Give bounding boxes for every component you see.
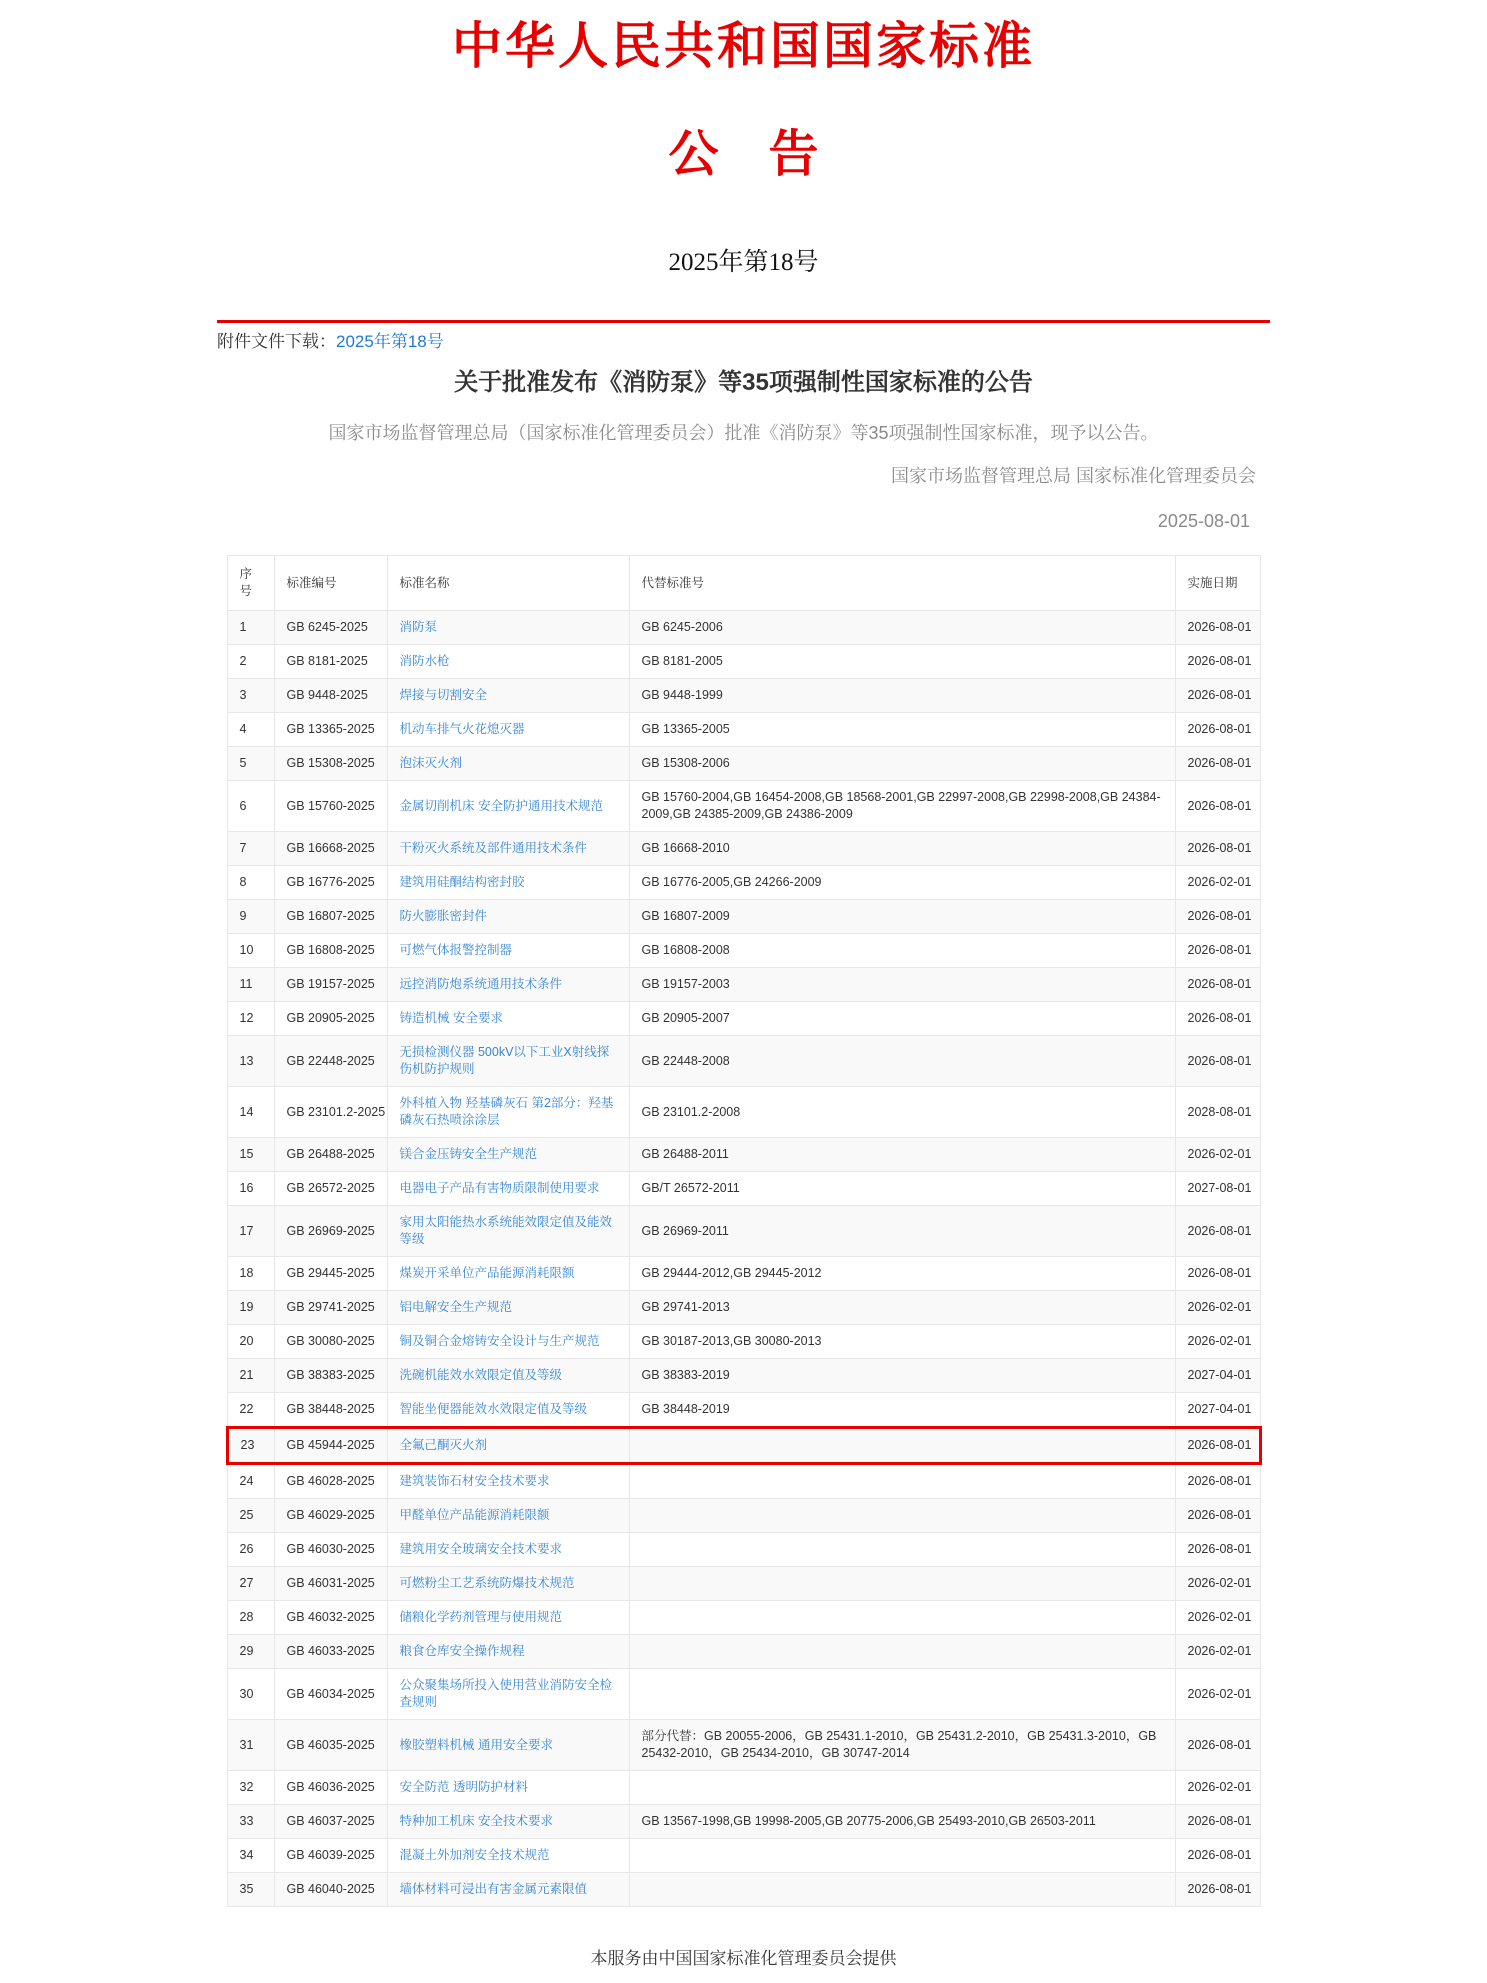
standard-name-link[interactable]: 铜及铜合金熔铸安全设计与生产规范 — [399, 1334, 600, 1348]
issuing-authority: 国家市场监督管理总局 国家标准化管理委员会 — [891, 466, 1256, 486]
service-footer: 本服务由中国国家标准化管理委员会提供 — [590, 1949, 897, 1968]
row-standard-code: GB 16808-2025 — [274, 934, 387, 968]
table-row — [227, 1771, 1260, 1805]
attachment-row — [217, 332, 1270, 352]
row-standard-code: GB 26488-2025 — [274, 1138, 387, 1172]
row-standard-name-cell — [387, 1393, 629, 1428]
row-seq: 34 — [227, 1839, 274, 1873]
row-standard-name-cell — [387, 1325, 629, 1359]
standard-name-link[interactable]: 粮食仓库安全操作规程 — [399, 1644, 525, 1658]
row-implementation-date: 2026-08-01 — [1175, 1036, 1260, 1087]
standard-name-link[interactable]: 橡胶塑料机械 通用安全要求 — [399, 1737, 553, 1752]
table-row — [227, 1325, 1260, 1359]
standard-name-link[interactable]: 家用太阳能热水系统能效限定值及能效等级 — [399, 1215, 613, 1246]
standard-name-link[interactable]: 全氟己酮灭火剂 — [399, 1438, 488, 1452]
table-body — [227, 611, 1260, 1907]
standard-name-link[interactable]: 建筑用安全玻璃安全技术要求 — [399, 1542, 563, 1556]
row-standard-code: GB 20905-2025 — [274, 1002, 387, 1036]
row-standard-code: GB 46040-2025 — [274, 1873, 387, 1907]
standard-name-link[interactable]: 机动车排气火花熄灭器 — [399, 722, 525, 736]
row-standard-name-cell — [387, 1805, 629, 1839]
table-row — [227, 1720, 1260, 1771]
row-standard-code: GB 46030-2025 — [274, 1533, 387, 1567]
standard-name-link[interactable]: 特种加工机床 安全技术要求 — [399, 1814, 553, 1828]
row-implementation-date: 2026-08-01 — [1175, 1533, 1260, 1567]
row-standard-code: GB 30080-2025 — [274, 1325, 387, 1359]
header-replaces: 代替标准号 — [629, 556, 1175, 611]
table-row — [227, 1393, 1260, 1428]
row-standard-name-cell — [387, 679, 629, 713]
row-implementation-date: 2026-08-01 — [1175, 934, 1260, 968]
table-row — [227, 1036, 1260, 1087]
row-replaced-standards: GB 13567-1998,GB 19998-2005,GB 20775-2006,GB 25493-2010,GB 26503-2011 — [629, 1805, 1175, 1839]
row-implementation-date: 2026-08-01 — [1175, 1720, 1260, 1771]
row-implementation-date: 2026-02-01 — [1175, 1567, 1260, 1601]
row-standard-code: GB 23101.2-2025 — [274, 1087, 387, 1138]
standard-name-link[interactable]: 消防泵 — [399, 620, 438, 634]
row-seq: 24 — [227, 1464, 274, 1499]
standard-name-link[interactable]: 远控消防炮系统通用技术条件 — [399, 977, 563, 991]
page-content — [217, 0, 1270, 1969]
standard-name-link[interactable]: 镁合金压铸安全生产规范 — [399, 1147, 538, 1161]
table-row — [227, 1428, 1260, 1464]
row-standard-name-cell — [387, 1669, 629, 1720]
row-seq: 5 — [227, 747, 274, 781]
row-replaced-standards — [629, 1669, 1175, 1720]
row-seq: 26 — [227, 1533, 274, 1567]
table-row — [227, 1291, 1260, 1325]
row-replaced-standards: GB 16668-2010 — [629, 832, 1175, 866]
table-row — [227, 1669, 1260, 1720]
row-standard-name-cell — [387, 1839, 629, 1873]
row-implementation-date: 2026-08-01 — [1175, 900, 1260, 934]
table-row — [227, 832, 1260, 866]
table-row — [227, 900, 1260, 934]
row-replaced-standards — [629, 1839, 1175, 1873]
row-seq: 4 — [227, 713, 274, 747]
row-standard-code: GB 29741-2025 — [274, 1291, 387, 1325]
row-implementation-date: 2026-02-01 — [1175, 1601, 1260, 1635]
row-standard-code: GB 15308-2025 — [274, 747, 387, 781]
row-standard-code: GB 46032-2025 — [274, 1601, 387, 1635]
standard-name-link[interactable]: 安全防范 透明防护材料 — [399, 1780, 528, 1794]
row-implementation-date: 2026-08-01 — [1175, 1805, 1260, 1839]
table-row — [227, 1873, 1260, 1907]
row-seq: 28 — [227, 1601, 274, 1635]
row-seq: 12 — [227, 1002, 274, 1036]
row-replaced-standards: GB 20905-2007 — [629, 1002, 1175, 1036]
row-seq: 20 — [227, 1325, 274, 1359]
standard-name-link[interactable]: 外科植入物 羟基磷灰石 第2部分：羟基磷灰石热喷涂涂层 — [399, 1096, 614, 1127]
row-implementation-date: 2026-02-01 — [1175, 1635, 1260, 1669]
row-standard-name-cell — [387, 968, 629, 1002]
row-standard-name-cell — [387, 1036, 629, 1087]
row-standard-name-cell — [387, 1567, 629, 1601]
row-standard-code: GB 46028-2025 — [274, 1464, 387, 1499]
header-name: 标准名称 — [387, 556, 629, 611]
row-seq: 21 — [227, 1359, 274, 1393]
row-standard-name-cell — [387, 1771, 629, 1805]
row-implementation-date: 2026-08-01 — [1175, 1206, 1260, 1257]
standard-name-link[interactable]: 焊接与切割安全 — [399, 688, 488, 702]
row-implementation-date: 2026-08-01 — [1175, 1257, 1260, 1291]
table-row — [227, 611, 1260, 645]
row-standard-name-cell — [387, 1533, 629, 1567]
row-seq: 9 — [227, 900, 274, 934]
row-replaced-standards: GB 15308-2006 — [629, 747, 1175, 781]
row-implementation-date: 2027-04-01 — [1175, 1393, 1260, 1428]
row-seq: 31 — [227, 1720, 274, 1771]
row-seq: 19 — [227, 1291, 274, 1325]
row-implementation-date: 2026-08-01 — [1175, 713, 1260, 747]
table-row — [227, 1601, 1260, 1635]
row-replaced-standards — [629, 1499, 1175, 1533]
row-seq: 18 — [227, 1257, 274, 1291]
row-replaced-standards — [629, 1873, 1175, 1907]
row-standard-name-cell — [387, 1257, 629, 1291]
row-standard-code: GB 13365-2025 — [274, 713, 387, 747]
red-divider — [217, 320, 1270, 323]
row-standard-code: GB 46037-2025 — [274, 1805, 387, 1839]
standards-table — [226, 555, 1262, 1907]
row-standard-code: GB 46034-2025 — [274, 1669, 387, 1720]
row-implementation-date: 2026-08-01 — [1175, 1428, 1260, 1464]
row-replaced-standards: GB 30187-2013,GB 30080-2013 — [629, 1325, 1175, 1359]
table-row — [227, 1002, 1260, 1036]
row-replaced-standards: GB 22448-2008 — [629, 1036, 1175, 1087]
row-standard-name-cell — [387, 1291, 629, 1325]
table-header-row — [227, 556, 1260, 611]
row-standard-code: GB 46039-2025 — [274, 1839, 387, 1873]
row-seq: 7 — [227, 832, 274, 866]
row-implementation-date: 2026-08-01 — [1175, 968, 1260, 1002]
row-standard-name-cell — [387, 747, 629, 781]
row-replaced-standards: GB 9448-1999 — [629, 679, 1175, 713]
row-seq: 2 — [227, 645, 274, 679]
row-standard-code: GB 9448-2025 — [274, 679, 387, 713]
row-standard-name-cell — [387, 1464, 629, 1499]
row-seq: 14 — [227, 1087, 274, 1138]
table-row — [227, 713, 1260, 747]
standard-name-link[interactable]: 电器电子产品有害物质限制使用要求 — [399, 1181, 600, 1195]
row-replaced-standards — [629, 1601, 1175, 1635]
row-standard-code: GB 38448-2025 — [274, 1393, 387, 1428]
row-standard-name-cell — [387, 1359, 629, 1393]
table-row — [227, 934, 1260, 968]
attachment-label: 附件文件下载： — [217, 332, 336, 351]
row-implementation-date: 2026-02-01 — [1175, 866, 1260, 900]
row-replaced-standards — [629, 1635, 1175, 1669]
row-standard-code: GB 16807-2025 — [274, 900, 387, 934]
row-standard-name-cell — [387, 1873, 629, 1907]
standard-name-link[interactable]: 泡沫灭火剂 — [399, 756, 463, 770]
header-seq: 序号 — [227, 556, 274, 611]
row-standard-name-cell — [387, 1002, 629, 1036]
table-row — [227, 1839, 1260, 1873]
row-seq: 29 — [227, 1635, 274, 1669]
row-standard-code: GB 26969-2025 — [274, 1206, 387, 1257]
row-standard-name-cell — [387, 900, 629, 934]
row-seq: 33 — [227, 1805, 274, 1839]
row-replaced-standards — [629, 1771, 1175, 1805]
row-standard-code: GB 22448-2025 — [274, 1036, 387, 1087]
standard-name-link[interactable]: 混凝土外加剂安全技术规范 — [399, 1848, 550, 1862]
row-standard-code: GB 46031-2025 — [274, 1567, 387, 1601]
row-standard-code: GB 46033-2025 — [274, 1635, 387, 1669]
table-row — [227, 968, 1260, 1002]
row-replaced-standards: GB 26488-2011 — [629, 1138, 1175, 1172]
page-subtitle: 公 告 — [668, 126, 819, 182]
row-replaced-standards: GB 26969-2011 — [629, 1206, 1175, 1257]
row-seq: 16 — [227, 1172, 274, 1206]
standard-name-link[interactable]: 智能坐便器能效水效限定值及等级 — [399, 1402, 588, 1416]
standard-name-link[interactable]: 建筑装饰石材安全技术要求 — [399, 1474, 550, 1488]
row-replaced-standards: 部分代替：GB 20055-2006，GB 25431.1-2010，GB 25431.2-2010，GB 25431.3-2010，GB 25432-2010，GB 25434-2010，GB 30747-2014 — [629, 1720, 1175, 1771]
attachment-download-link[interactable]: 2025年第18号 — [336, 332, 444, 351]
row-seq: 11 — [227, 968, 274, 1002]
standard-name-link[interactable]: 墙体材料可浸出有害金属元素限值 — [399, 1882, 588, 1896]
standard-name-link[interactable]: 防火膨胀密封件 — [399, 909, 488, 923]
row-standard-name-cell — [387, 611, 629, 645]
row-replaced-standards: GB 8181-2005 — [629, 645, 1175, 679]
standard-name-link[interactable]: 无损检测仪器 500kV以下工业X射线探伤机防护规则 — [399, 1045, 610, 1076]
row-standard-code: GB 19157-2025 — [274, 968, 387, 1002]
row-standard-name-cell — [387, 713, 629, 747]
row-replaced-standards: GB/T 26572-2011 — [629, 1172, 1175, 1206]
row-standard-name-cell — [387, 1138, 629, 1172]
row-seq: 8 — [227, 866, 274, 900]
row-implementation-date: 2026-02-01 — [1175, 1669, 1260, 1720]
standard-name-link[interactable]: 可燃气体报警控制器 — [399, 943, 513, 957]
row-replaced-standards — [629, 1567, 1175, 1601]
header-date: 实施日期 — [1175, 556, 1260, 611]
notice-title: 关于批准发布《消防泵》等35项强制性国家标准的公告 — [454, 369, 1033, 396]
table-row — [227, 866, 1260, 900]
table-row — [227, 1257, 1260, 1291]
table-row — [227, 1206, 1260, 1257]
row-standard-code: GB 6245-2025 — [274, 611, 387, 645]
row-implementation-date: 2027-08-01 — [1175, 1172, 1260, 1206]
row-implementation-date: 2026-08-01 — [1175, 645, 1260, 679]
standard-name-link[interactable]: 公众聚集场所投入使用营业消防安全检查规则 — [399, 1678, 613, 1709]
row-seq: 15 — [227, 1138, 274, 1172]
row-seq: 25 — [227, 1499, 274, 1533]
row-standard-name-cell — [387, 832, 629, 866]
table-row — [227, 781, 1260, 832]
row-standard-code: GB 8181-2025 — [274, 645, 387, 679]
row-seq: 10 — [227, 934, 274, 968]
header-code: 标准编号 — [274, 556, 387, 611]
table-row — [227, 1087, 1260, 1138]
table-row — [227, 1172, 1260, 1206]
row-seq: 30 — [227, 1669, 274, 1720]
row-replaced-standards — [629, 1533, 1175, 1567]
standard-name-link[interactable]: 金属切削机床 安全防护通用技术规范 — [399, 798, 603, 813]
table-row — [227, 1635, 1260, 1669]
row-standard-code: GB 29445-2025 — [274, 1257, 387, 1291]
row-implementation-date: 2026-08-01 — [1175, 1499, 1260, 1533]
row-replaced-standards: GB 29444-2012,GB 29445-2012 — [629, 1257, 1175, 1291]
standard-name-link[interactable]: 储粮化学药剂管理与使用规范 — [399, 1610, 563, 1624]
table-row — [227, 1464, 1260, 1499]
row-replaced-standards: GB 16776-2005,GB 24266-2009 — [629, 866, 1175, 900]
row-seq: 6 — [227, 781, 274, 832]
row-standard-name-cell — [387, 1087, 629, 1138]
table-row — [227, 1359, 1260, 1393]
row-implementation-date: 2027-04-01 — [1175, 1359, 1260, 1393]
row-standard-code: GB 16776-2025 — [274, 866, 387, 900]
row-standard-name-cell — [387, 1635, 629, 1669]
row-implementation-date: 2026-08-01 — [1175, 1873, 1260, 1907]
publish-date: 2025-08-01 — [1157, 511, 1250, 531]
row-replaced-standards: GB 13365-2005 — [629, 713, 1175, 747]
row-replaced-standards — [629, 1428, 1175, 1464]
row-standard-code: GB 46029-2025 — [274, 1499, 387, 1533]
row-seq: 35 — [227, 1873, 274, 1907]
row-implementation-date: 2026-02-01 — [1175, 1325, 1260, 1359]
row-replaced-standards: GB 16807-2009 — [629, 900, 1175, 934]
row-replaced-standards: GB 6245-2006 — [629, 611, 1175, 645]
table-row — [227, 645, 1260, 679]
row-standard-name-cell — [387, 1172, 629, 1206]
row-standard-name-cell — [387, 1499, 629, 1533]
row-seq: 13 — [227, 1036, 274, 1087]
row-standard-name-cell — [387, 1206, 629, 1257]
row-implementation-date: 2026-08-01 — [1175, 747, 1260, 781]
row-seq: 32 — [227, 1771, 274, 1805]
row-standard-name-cell — [387, 934, 629, 968]
notice-body: 国家市场监督管理总局（国家标准化管理委员会）批准《消防泵》等35项强制性国家标准，现予以公告。 — [328, 423, 1159, 443]
row-replaced-standards: GB 23101.2-2008 — [629, 1087, 1175, 1138]
row-standard-code: GB 16668-2025 — [274, 832, 387, 866]
table-row — [227, 747, 1260, 781]
standard-name-link[interactable]: 建筑用硅酮结构密封胶 — [399, 875, 525, 889]
row-standard-name-cell — [387, 1428, 629, 1464]
table-row — [227, 1533, 1260, 1567]
row-replaced-standards — [629, 1464, 1175, 1499]
row-standard-code: GB 46035-2025 — [274, 1720, 387, 1771]
standard-name-link[interactable]: 洗碗机能效水效限定值及等级 — [399, 1368, 563, 1382]
row-standard-code: GB 15760-2025 — [274, 781, 387, 832]
row-replaced-standards: GB 38383-2019 — [629, 1359, 1175, 1393]
row-seq: 23 — [227, 1428, 274, 1464]
standard-name-link[interactable]: 铝电解安全生产规范 — [399, 1300, 513, 1314]
standard-name-link[interactable]: 消防水枪 — [399, 654, 450, 668]
row-seq: 22 — [227, 1393, 274, 1428]
row-implementation-date: 2026-08-01 — [1175, 611, 1260, 645]
row-seq: 17 — [227, 1206, 274, 1257]
row-standard-name-cell — [387, 1720, 629, 1771]
standard-name-link[interactable]: 煤炭开采单位产品能源消耗限额 — [399, 1266, 575, 1280]
row-replaced-standards: GB 15760-2004,GB 16454-2008,GB 18568-2001,GB 22997-2008,GB 22998-2008,GB 24384-2009,GB 24385-2009,GB 24386-2009 — [629, 781, 1175, 832]
row-standard-code: GB 46036-2025 — [274, 1771, 387, 1805]
row-replaced-standards: GB 38448-2019 — [629, 1393, 1175, 1428]
row-implementation-date: 2026-08-01 — [1175, 1464, 1260, 1499]
table-row — [227, 1805, 1260, 1839]
row-implementation-date: 2026-02-01 — [1175, 1291, 1260, 1325]
row-implementation-date: 2028-08-01 — [1175, 1087, 1260, 1138]
row-standard-code: GB 45944-2025 — [274, 1428, 387, 1464]
row-standard-name-cell — [387, 781, 629, 832]
row-implementation-date: 2026-08-01 — [1175, 679, 1260, 713]
row-seq: 3 — [227, 679, 274, 713]
row-seq: 27 — [227, 1567, 274, 1601]
standard-name-link[interactable]: 甲醛单位产品能源消耗限额 — [399, 1508, 550, 1522]
row-seq: 1 — [227, 611, 274, 645]
row-standard-name-cell — [387, 866, 629, 900]
table-row — [227, 1499, 1260, 1533]
standard-name-link[interactable]: 铸造机械 安全要求 — [399, 1011, 503, 1025]
row-replaced-standards: GB 16808-2008 — [629, 934, 1175, 968]
issue-number: 2025年第18号 — [668, 249, 819, 276]
table-row — [227, 1138, 1260, 1172]
row-implementation-date: 2026-08-01 — [1175, 1839, 1260, 1873]
row-implementation-date: 2026-02-01 — [1175, 1138, 1260, 1172]
page-title: 中华人民共和国国家标准 — [452, 18, 1035, 74]
table-row — [227, 1567, 1260, 1601]
row-standard-name-cell — [387, 645, 629, 679]
row-implementation-date: 2026-08-01 — [1175, 1002, 1260, 1036]
row-replaced-standards: GB 19157-2003 — [629, 968, 1175, 1002]
row-standard-code: GB 38383-2025 — [274, 1359, 387, 1393]
row-standard-code: GB 26572-2025 — [274, 1172, 387, 1206]
standard-name-link[interactable]: 可燃粉尘工艺系统防爆技术规范 — [399, 1576, 575, 1590]
row-implementation-date: 2026-02-01 — [1175, 1771, 1260, 1805]
row-implementation-date: 2026-08-01 — [1175, 832, 1260, 866]
row-implementation-date: 2026-08-01 — [1175, 781, 1260, 832]
row-replaced-standards: GB 29741-2013 — [629, 1291, 1175, 1325]
table-row — [227, 679, 1260, 713]
row-standard-name-cell — [387, 1601, 629, 1635]
standard-name-link[interactable]: 干粉灭火系统及部件通用技术条件 — [399, 841, 588, 855]
